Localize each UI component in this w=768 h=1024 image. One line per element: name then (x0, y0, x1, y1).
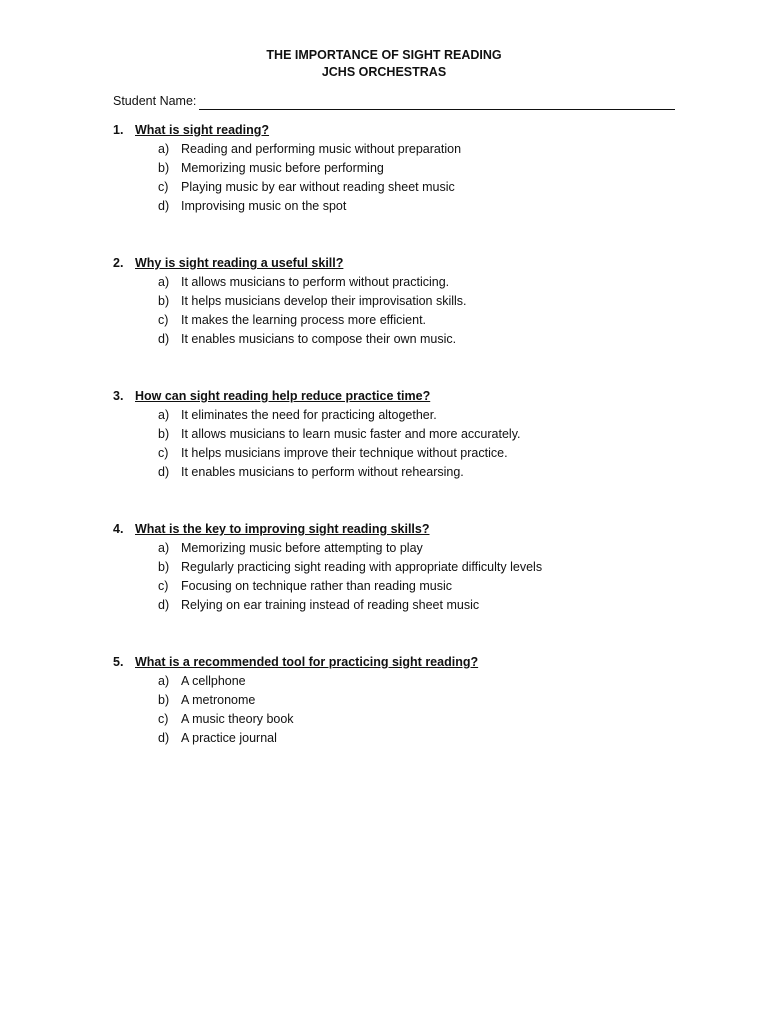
option-text: It eliminates the need for practicing altogether. (181, 408, 437, 422)
answer-options (113, 273, 673, 349)
answer-options (113, 140, 673, 216)
question-2 (113, 254, 673, 349)
option-letter: d) (158, 731, 170, 745)
option-text: Regularly practicing sight reading with appropriate difficulty levels (181, 560, 543, 574)
question-text: Why is sight reading a useful skill? (135, 256, 344, 270)
question-number: 5. (113, 655, 124, 669)
answer-option (113, 596, 673, 615)
student-name-label: Student Name: (113, 94, 197, 108)
answer-option (113, 577, 673, 596)
question-heading (113, 653, 673, 672)
option-letter: c) (158, 313, 169, 327)
answer-option (113, 729, 673, 748)
option-letter: a) (158, 674, 170, 688)
page-subtitle: JCHS ORCHESTRAS (321, 65, 447, 79)
answer-option (113, 672, 673, 691)
question-heading (113, 520, 673, 539)
question-number: 3. (113, 389, 124, 403)
answer-option (113, 330, 673, 349)
option-text: It enables musicians to compose their own music. (181, 332, 457, 346)
answer-option (113, 273, 673, 292)
question-3 (113, 387, 673, 482)
answer-option (113, 197, 673, 216)
answer-option (113, 691, 673, 710)
student-name-field (113, 93, 675, 110)
answer-option (113, 444, 673, 463)
question-text: What is a recommended tool for practicing sight reading? (135, 655, 479, 669)
page-title: THE IMPORTANCE OF SIGHT READING (266, 48, 502, 62)
option-letter: b) (158, 693, 170, 707)
option-text: A metronome (181, 693, 256, 707)
option-text: Focusing on technique rather than reading music (181, 579, 452, 593)
option-text: Playing music by ear without reading sheet music (181, 180, 455, 194)
answer-option (113, 710, 673, 729)
question-number: 2. (113, 256, 124, 270)
answer-option (113, 140, 673, 159)
option-text: Relying on ear training instead of reading sheet music (181, 598, 480, 612)
answer-options (113, 406, 673, 482)
answer-option (113, 463, 673, 482)
question-number: 4. (113, 522, 124, 536)
option-letter: b) (158, 161, 170, 175)
question-text: What is the key to improving sight reading skills? (135, 522, 430, 536)
question-number: 1. (113, 123, 124, 137)
option-letter: d) (158, 332, 170, 346)
answer-options (113, 672, 673, 748)
option-text: It enables musicians to perform without rehearsing. (181, 465, 464, 479)
answer-option (113, 311, 673, 330)
option-letter: b) (158, 294, 170, 308)
question-heading (113, 121, 673, 140)
student-name-line[interactable] (199, 97, 675, 110)
option-text: It makes the learning process more efficient. (181, 313, 427, 327)
question-text: How can sight reading help reduce practice time? (135, 389, 431, 403)
header (0, 47, 768, 81)
option-letter: d) (158, 465, 170, 479)
question-5 (113, 653, 673, 748)
option-text: Reading and performing music without preparation (181, 142, 462, 156)
option-letter: d) (158, 199, 170, 213)
option-letter: a) (158, 275, 170, 289)
question-1 (113, 121, 673, 216)
option-text: It helps musicians develop their improvisation skills. (181, 294, 467, 308)
option-letter: a) (158, 541, 170, 555)
option-text: It allows musicians to perform without practicing. (181, 275, 450, 289)
option-text: Memorizing music before attempting to play (181, 541, 423, 555)
answer-option (113, 425, 673, 444)
option-text: A music theory book (181, 712, 294, 726)
option-text: A practice journal (181, 731, 277, 745)
option-text: A cellphone (181, 674, 246, 688)
answer-option (113, 539, 673, 558)
question-4 (113, 520, 673, 615)
option-letter: b) (158, 427, 170, 441)
question-heading (113, 254, 673, 273)
option-letter: c) (158, 579, 169, 593)
answer-options (113, 539, 673, 615)
option-text: Improvising music on the spot (181, 199, 347, 213)
question-heading (113, 387, 673, 406)
option-letter: b) (158, 560, 170, 574)
option-letter: c) (158, 446, 169, 460)
answer-option (113, 159, 673, 178)
option-letter: c) (158, 712, 169, 726)
answer-option (113, 292, 673, 311)
option-letter: a) (158, 408, 170, 422)
option-text: It allows musicians to learn music faster and more accurately. (181, 427, 521, 441)
answer-option (113, 406, 673, 425)
option-text: It helps musicians improve their technique without practice. (181, 446, 508, 460)
answer-option (113, 178, 673, 197)
option-text: Memorizing music before performing (181, 161, 384, 175)
option-letter: a) (158, 142, 170, 156)
question-text: What is sight reading? (135, 123, 270, 137)
answer-option (113, 558, 673, 577)
option-letter: d) (158, 598, 170, 612)
option-letter: c) (158, 180, 169, 194)
